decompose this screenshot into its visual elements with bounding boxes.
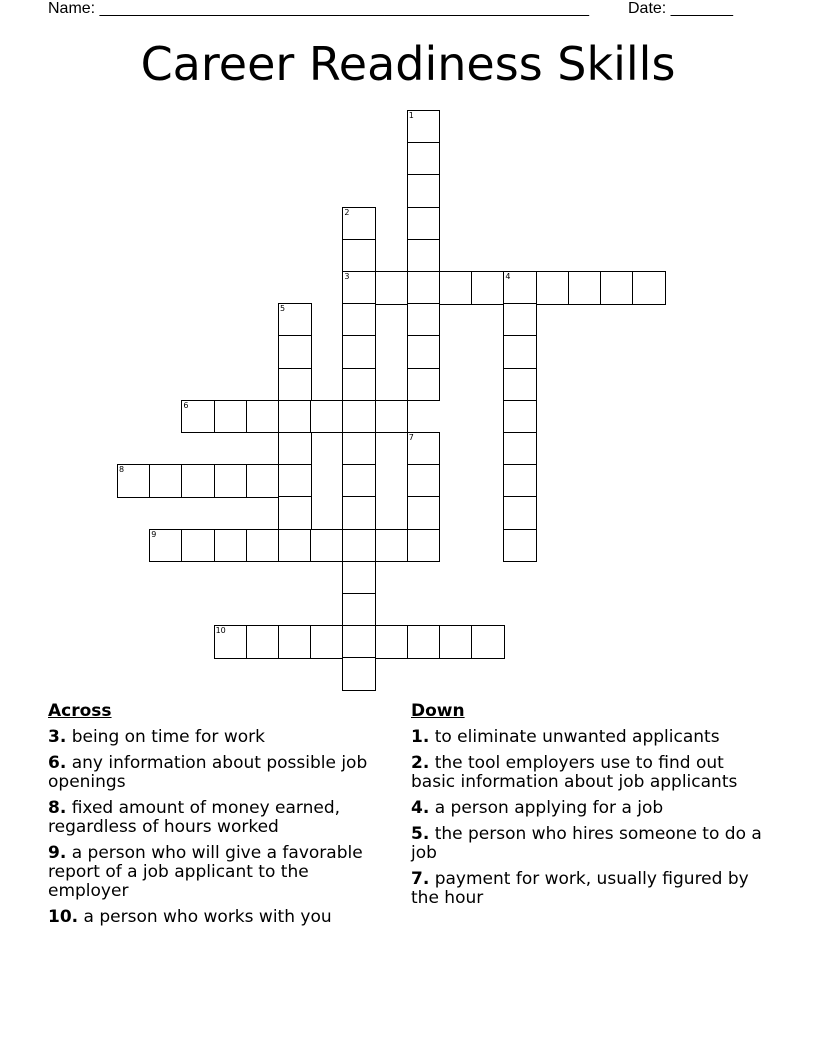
grid-cell[interactable] bbox=[407, 239, 441, 273]
page-title: Career Readiness Skills bbox=[140, 37, 676, 91]
grid-cell[interactable] bbox=[342, 657, 376, 691]
grid-cell[interactable] bbox=[181, 529, 215, 563]
grid-cell[interactable] bbox=[503, 368, 537, 402]
clue-text: being on time for work bbox=[71, 727, 265, 747]
grid-cell[interactable] bbox=[278, 625, 312, 659]
grid-cell[interactable] bbox=[375, 400, 409, 434]
grid-cell[interactable] bbox=[278, 529, 312, 563]
clue-number: 4. bbox=[411, 798, 430, 818]
clue-text: a person applying for a job bbox=[434, 798, 664, 818]
clue-number-label: 1 bbox=[408, 111, 414, 120]
grid-cell[interactable] bbox=[600, 271, 634, 305]
grid-cell[interactable] bbox=[149, 529, 183, 563]
grid-cell[interactable] bbox=[246, 529, 280, 563]
down-clue-2 bbox=[411, 754, 771, 792]
grid-cell[interactable] bbox=[214, 625, 248, 659]
grid-cell[interactable] bbox=[407, 368, 441, 402]
clue-text: the tool employers use to find out basic information about job applicants bbox=[411, 753, 738, 792]
clue-text: to eliminate unwanted applicants bbox=[434, 727, 720, 747]
grid-cell[interactable] bbox=[246, 464, 280, 498]
grid-cell[interactable] bbox=[471, 271, 505, 305]
grid-cell[interactable] bbox=[181, 400, 215, 434]
grid-cell[interactable] bbox=[278, 303, 312, 337]
grid-cell[interactable] bbox=[503, 496, 537, 530]
grid-cell[interactable] bbox=[278, 464, 312, 498]
across-clue-10 bbox=[48, 908, 393, 927]
clue-number-label: 5 bbox=[280, 304, 286, 314]
across-clue-6 bbox=[48, 754, 393, 792]
down-heading: Down bbox=[411, 701, 465, 721]
grid-cell[interactable] bbox=[503, 335, 537, 369]
grid-cell[interactable] bbox=[342, 432, 376, 466]
grid-cell[interactable] bbox=[278, 400, 312, 434]
grid-cell[interactable] bbox=[149, 464, 183, 498]
grid-cell[interactable] bbox=[342, 593, 376, 627]
grid-cell[interactable] bbox=[342, 529, 376, 563]
grid-cell[interactable] bbox=[278, 496, 312, 530]
grid-cell[interactable] bbox=[342, 271, 376, 305]
grid-cell[interactable] bbox=[503, 464, 537, 498]
across-clue-9 bbox=[48, 844, 393, 901]
grid-cell[interactable] bbox=[342, 400, 376, 434]
grid-cell[interactable] bbox=[407, 529, 441, 563]
grid-cell[interactable] bbox=[246, 400, 280, 434]
grid-cell[interactable] bbox=[342, 207, 376, 241]
grid-cell[interactable] bbox=[503, 529, 537, 563]
grid-cell[interactable] bbox=[407, 432, 441, 466]
clue-number: 9. bbox=[48, 843, 67, 863]
grid-cell[interactable] bbox=[342, 496, 376, 530]
grid-cell[interactable] bbox=[407, 625, 441, 659]
clue-number-label: 8 bbox=[119, 465, 125, 475]
clue-number: 5. bbox=[411, 824, 430, 844]
grid-cell[interactable] bbox=[407, 496, 441, 530]
grid-cell[interactable] bbox=[407, 174, 441, 208]
grid-cell[interactable] bbox=[342, 239, 376, 273]
clue-number-label: 3 bbox=[344, 272, 350, 281]
down-clue-7 bbox=[411, 870, 771, 908]
grid-cell[interactable] bbox=[632, 271, 666, 305]
grid-cell[interactable] bbox=[342, 303, 376, 337]
grid-cell[interactable] bbox=[407, 464, 441, 498]
grid-cell[interactable] bbox=[246, 625, 280, 659]
clue-number: 10. bbox=[48, 907, 79, 927]
clue-number: 7. bbox=[411, 869, 430, 889]
grid-cell[interactable] bbox=[407, 142, 441, 176]
grid-cell[interactable] bbox=[568, 271, 602, 305]
grid-cell[interactable] bbox=[407, 207, 441, 241]
grid-cell[interactable] bbox=[439, 271, 473, 305]
down-clue-1 bbox=[411, 728, 771, 747]
grid-cell[interactable] bbox=[342, 335, 376, 369]
grid-cell[interactable] bbox=[503, 432, 537, 466]
grid-cell[interactable] bbox=[375, 529, 409, 563]
grid-cell[interactable] bbox=[439, 625, 473, 659]
clue-number-label: 9 bbox=[151, 529, 157, 539]
clue-number-label: 7 bbox=[408, 433, 414, 442]
date-field[interactable]: Date: _______ bbox=[628, 0, 733, 17]
clue-number-label: 10 bbox=[215, 626, 226, 636]
clue-text: fixed amount of money earned, regardless of hours worked bbox=[48, 798, 341, 837]
down-clue-5 bbox=[411, 825, 771, 863]
grid-cell[interactable] bbox=[536, 271, 570, 305]
grid-cell[interactable] bbox=[278, 335, 312, 369]
clue-number: 8. bbox=[48, 798, 67, 818]
grid-cell[interactable] bbox=[278, 368, 312, 402]
grid-cell[interactable] bbox=[310, 529, 344, 563]
grid-cell[interactable] bbox=[503, 303, 537, 337]
grid-cell[interactable] bbox=[117, 464, 151, 498]
clue-text: the person who hires someone to do a job bbox=[411, 824, 762, 863]
clue-number: 2. bbox=[411, 753, 430, 773]
clue-number: 6. bbox=[48, 753, 67, 773]
grid-cell[interactable] bbox=[407, 110, 441, 144]
across-clue-8 bbox=[48, 799, 393, 837]
grid-cell[interactable] bbox=[342, 464, 376, 498]
across-heading: Across bbox=[48, 701, 112, 721]
across-clue-3 bbox=[48, 728, 393, 747]
grid-cell[interactable] bbox=[375, 271, 409, 305]
grid-cell[interactable] bbox=[214, 464, 248, 498]
grid-cell[interactable] bbox=[471, 625, 505, 659]
clue-text: any information about possible job openings bbox=[48, 753, 368, 792]
grid-cell[interactable] bbox=[342, 625, 376, 659]
down-clue-4 bbox=[411, 799, 771, 818]
clue-text: a person who works with you bbox=[83, 907, 332, 927]
grid-cell[interactable] bbox=[407, 303, 441, 337]
grid-cell[interactable] bbox=[181, 464, 215, 498]
grid-cell[interactable] bbox=[214, 400, 248, 434]
down-clues bbox=[411, 700, 771, 915]
grid-cell[interactable] bbox=[342, 561, 376, 595]
clue-number: 3. bbox=[48, 727, 67, 747]
clue-number-label: 6 bbox=[183, 400, 189, 410]
clue-text: payment for work, usually figured by the hour bbox=[411, 869, 749, 908]
across-clues bbox=[48, 700, 393, 934]
clue-number: 1. bbox=[411, 727, 430, 747]
grid-cell[interactable] bbox=[407, 335, 441, 369]
grid-cell[interactable] bbox=[310, 625, 344, 659]
grid-cell[interactable] bbox=[310, 400, 344, 434]
clue-text: a person who will give a favorable report of a job applicant to the employer bbox=[48, 843, 363, 901]
clue-number-label: 2 bbox=[344, 207, 350, 217]
grid-cell[interactable] bbox=[214, 529, 248, 563]
grid-cell[interactable] bbox=[342, 368, 376, 402]
clue-number-label: 4 bbox=[505, 272, 511, 281]
name-field[interactable]: Name: _______________________________________________________ bbox=[48, 0, 589, 17]
grid-cell[interactable] bbox=[278, 432, 312, 466]
grid-cell[interactable] bbox=[503, 271, 537, 305]
grid-cell[interactable] bbox=[375, 625, 409, 659]
grid-cell[interactable] bbox=[503, 400, 537, 434]
grid-cell[interactable] bbox=[407, 271, 441, 305]
